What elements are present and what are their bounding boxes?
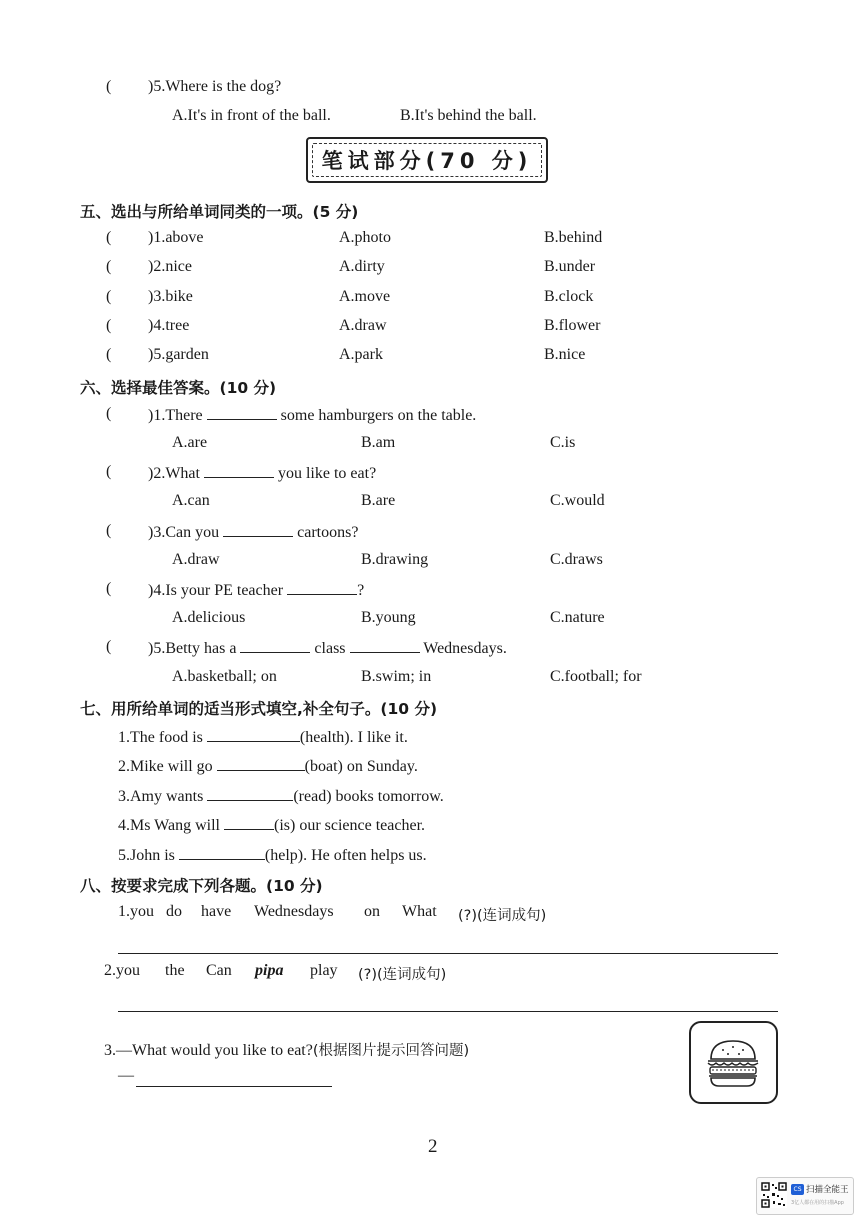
fill-blank[interactable] <box>224 815 274 830</box>
option-c: C.is <box>550 434 576 451</box>
option-c: C.draws <box>550 551 603 568</box>
question-6-2: )2.What you like to eat? <box>148 465 377 482</box>
section-8-title: 八、按要求完成下列各题。(10 分) <box>80 877 323 895</box>
option-b: B.young <box>361 609 416 626</box>
word-2: the <box>165 962 185 979</box>
given-word: )2.nice <box>148 258 192 275</box>
given-word: )5.garden <box>148 346 209 363</box>
option-a: A.draw <box>339 317 387 334</box>
answer-paren: ( <box>106 229 112 246</box>
scanner-title: 扫描全能王 <box>806 1185 849 1195</box>
fill-blank[interactable] <box>207 727 300 742</box>
fill-blank[interactable] <box>350 638 420 653</box>
answer-paren: ( <box>106 78 112 95</box>
word-1: 2.you <box>104 962 140 979</box>
section-6-title: 六、选择最佳答案。(10 分) <box>80 379 277 397</box>
answer-paren: ( <box>106 638 112 655</box>
option-a: A.can <box>172 492 210 509</box>
hamburger-icon <box>691 1023 776 1102</box>
given-word: )1.above <box>148 229 204 246</box>
fill-blank[interactable] <box>204 463 274 478</box>
option-a: A.It's in front of the ball. <box>172 107 331 124</box>
answer-paren: ( <box>106 580 112 597</box>
word-1: 1.you <box>118 903 154 920</box>
option-b: B.behind <box>544 229 603 246</box>
answer-paren: ( <box>106 346 112 363</box>
answer-paren: ( <box>106 258 112 275</box>
question-8-3: 3.—What would you like to eat?(根据图片提示回答问题) <box>104 1042 470 1059</box>
word-2: do <box>166 903 182 920</box>
option-a: A.delicious <box>172 609 246 626</box>
question-7-1: 1.The food is (health). I like it. <box>118 729 408 746</box>
banner-title: 笔试部分(70 分) <box>321 149 533 173</box>
question-6-3: )3.Can you cartoons? <box>148 524 359 541</box>
section-5-title: 五、选出与所给单词同类的一项。(5 分) <box>80 203 359 221</box>
option-c: C.football; for <box>550 668 642 685</box>
answer-line[interactable] <box>118 1011 778 1012</box>
written-part-banner <box>306 137 548 183</box>
hamburger-picture-frame <box>689 1021 778 1104</box>
section-7-title: 七、用所给单词的适当形式填空,补全句子。(10 分) <box>80 700 438 718</box>
option-b: B.flower <box>544 317 601 334</box>
question-6-1: )1.There some hamburgers on the table. <box>148 407 477 424</box>
option-c: C.would <box>550 492 605 509</box>
fill-blank[interactable] <box>179 845 265 860</box>
qr-code-icon <box>761 1182 787 1208</box>
instruction-hint: (?)(连词成句) <box>458 908 547 924</box>
given-word: )4.tree <box>148 317 190 334</box>
answer-paren: ( <box>106 522 112 539</box>
answer-line[interactable] <box>136 1086 332 1087</box>
option-b: B.under <box>544 258 596 275</box>
question-7-3: 3.Amy wants (read) books tomorrow. <box>118 788 444 805</box>
question-6-5: )5.Betty has a class Wednesdays. <box>148 640 507 657</box>
option-b: B.swim; in <box>361 668 432 685</box>
fill-blank[interactable] <box>223 522 293 537</box>
word-4: play <box>310 962 338 979</box>
word-3: have <box>201 903 232 920</box>
fill-blank[interactable] <box>287 580 357 595</box>
option-b: B.drawing <box>361 551 429 568</box>
answer-paren: ( <box>106 288 112 305</box>
option-b: B.are <box>361 492 396 509</box>
answer-paren: ( <box>106 317 112 334</box>
answer-line[interactable] <box>118 953 778 954</box>
fill-blank[interactable] <box>207 405 277 420</box>
page-number: 2 <box>428 1136 438 1157</box>
fill-blank[interactable] <box>207 786 293 801</box>
option-b: B.It's behind the ball. <box>400 107 537 124</box>
option-a: A.move <box>339 288 391 305</box>
question-7-2: 2.Mike will go (boat) on Sunday. <box>118 758 418 775</box>
fill-blank[interactable] <box>240 638 310 653</box>
option-c: C.nature <box>550 609 605 626</box>
option-a: A.photo <box>339 229 391 246</box>
option-a: A.basketball; on <box>172 668 277 685</box>
answer-paren: ( <box>106 463 112 480</box>
scanner-watermark <box>756 1177 854 1215</box>
word-italic: pipa <box>255 962 284 979</box>
question-stem: )5.Where is the dog? <box>148 78 282 95</box>
option-a: A.draw <box>172 551 220 568</box>
question-7-4: 4.Ms Wang will (is) our science teacher. <box>118 817 426 834</box>
option-b: B.am <box>361 434 396 451</box>
question-6-4: )4.Is your PE teacher ? <box>148 582 365 599</box>
word-3: Can <box>206 962 232 979</box>
question-7-5: 5.John is (help). He often helps us. <box>118 847 427 864</box>
answer-dash: — <box>118 1067 134 1084</box>
answer-paren: ( <box>106 405 112 422</box>
word-4: Wednesdays <box>254 903 334 920</box>
word-5: on <box>364 903 380 920</box>
instruction-hint: (?)(连词成句) <box>358 967 447 983</box>
option-a: A.park <box>339 346 383 363</box>
fill-blank[interactable] <box>217 756 305 771</box>
option-a: A.are <box>172 434 208 451</box>
scanner-subtitle: 3亿人都在用的扫描App <box>791 1200 844 1206</box>
option-b: B.clock <box>544 288 594 305</box>
option-a: A.dirty <box>339 258 385 275</box>
scanner-logo: CS <box>791 1184 804 1195</box>
option-b: B.nice <box>544 346 586 363</box>
word-6: What <box>402 903 437 920</box>
given-word: )3.bike <box>148 288 193 305</box>
